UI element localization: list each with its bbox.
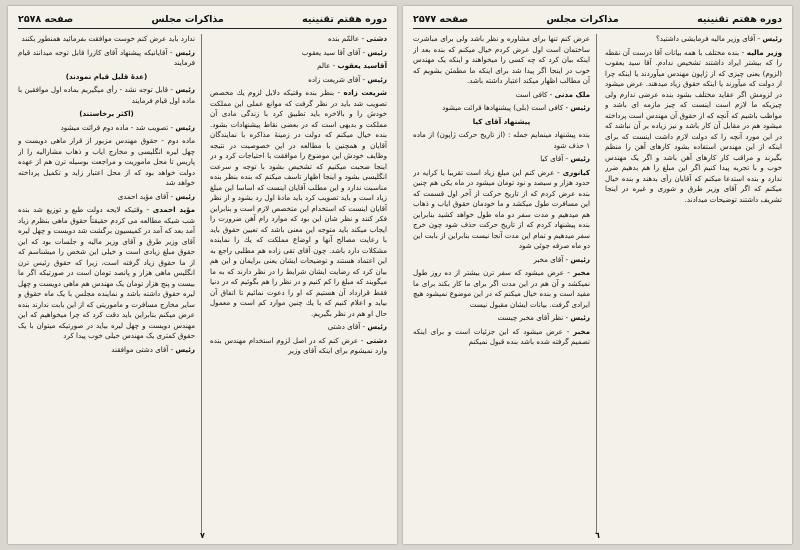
speech-text: - نظر آقای مخبر چیست [497,313,569,322]
speaker-name: رئیس [570,154,590,163]
speech-paragraph [210,48,387,59]
speech-text: (اکثر برخاستند) [79,109,134,118]
speaker-name: رئیس [175,47,195,57]
speech-text: - آقای مخبر [533,254,569,264]
column-left [413,34,597,534]
header-session: دوره هفتم تقنينيه [697,14,782,25]
speech-paragraph [18,136,195,189]
speech-text: - وقتیکه لایحه دولت طبع و توزیع شد بنده شب شیکه مطالعه می کردم حقیقتاً حقوق ماهی بنظرم زیاد آمد بعد که آمد در کمیسیون برگشت شد دویست و چهل لیره آقای وزیر طرق و آقای وزیر مالیه و جلسات بود که این حقوق مبلغ زیادی است و خیلی این شخص را میشناسم که از ما حقوق زیاد گرفته است، زیرا که حقوق رئیس ترن انگلیس ماهی هزار و پانصد تومان است در صورتیکه اگر ما بیست و پنج هزار تومان یک مهندس هم ماهی دویست و چهل لیره حقوق داشته باشد و نماینده مجلس با یک ماه حقوق و سایر مخارج مسافرت و ماموریتی که از این بابت ندارند بنده عرض میکنم بنابراین باید دقت کرد که چرا میخواهیم که این مهندس دویست و چهل لیره بیاید در صورتیکه میتوان با یک حقوق کمتری یک مهندس خیلی خوب پیدا کرد [18,205,195,340]
speaker-name: رئیس [367,47,387,57]
speech-paragraph [210,88,387,319]
speech-paragraph [18,34,195,45]
speech-paragraph [413,34,590,87]
column-left [18,34,202,534]
page-footer-number: ٧ [200,531,205,540]
speech-paragraph [18,123,195,134]
speaker-name: رئیس [175,85,196,94]
speaker-name: رئیس [570,103,590,112]
speech-text: - تصویب شد - ماده دوم قرائت میشود [60,122,174,132]
right-page [403,6,792,544]
speaker-name: رئیس [175,122,195,132]
speech-paragraph [18,345,195,356]
speaker-name: رئیس [175,191,195,201]
speech-paragraph [605,48,782,206]
speech-text: - بنظر بنده وقتیکه دلایل لزوم یك مخصص تصویب شد باید در نظر گرفت که موانع عملی این مملکت خودش را و بالاخره باید تطبیق کرد با زندگی مادی آن مملکت و بدیهی است که در بعضی نقاط پیشنهادات بشود. بنده خیال میکنم که دولت در زمینهٔ مذاکره با نمایندگان آقایان و همچنین با مطالعه در این خصوصیت در نتیجه وظایف خودش این موضوع را موافقت با احتیاجات کرد و در اینجا صحبت میکنیم که تشخیص بشود با توجه و سرعت انگلیسی بشود و اینجا اظهار تاسف میکنم که بنده بنظر بنده مناسبت ندارد و این مطلب آقایان اینست که اساسا این مبلغ زیاد است و باید تصویب کرد باید مادهٔ اول رد بشود و از نظر آقایان اینست که استخدام این متخصص لازم است و بنابراین فکر کنند و نظر شان این بود که موارد رام آهن ضرورت را ایجاب میکند باید متوجه این معنی باشد که تعیین حقوق باید با رعایت مصالح آنها و اوضاع مملکت که یك را نماینده مشکلات دارد باشد. چون آقای تقی زاده هم مطلبی راجع به این اعتماد هستند و توضیحات ایشان یعنی برایمان و این هم بیان کرد که رضایت ایشان شرایط را در نظر دارند که به ما میگویند که مبلغ را کم کنیم و در نظر را هم بگوئیم که در دنیا فقط قرارداد آن هستیم که او را دعوت نمائیم تا اتفاق آن بیاید و اعلام کنیم که با یك چنین موارد کم است و معمول حال او هم در نظر بگیریم. [210,88,387,318]
speech-text: پیشنهاد آقای کیا [472,116,531,126]
header-title: مذاكرات مجلس [546,14,619,25]
speech-text: - آقای وزیر مالیه فرمایشی داشتید؟ [656,34,761,43]
speech-text: - آقای دشتی [327,322,366,331]
page-header [18,14,387,29]
speech-paragraph [413,90,590,101]
page-footer-number: ٦ [595,531,600,540]
header-title: مذاكرات مجلس [151,14,224,25]
speaker-name: دشتی [366,34,387,43]
speech-paragraph [18,205,195,342]
centered-note [18,72,195,83]
speech-paragraph [413,327,590,348]
speech-text: - عالم [317,61,336,70]
column-right [605,34,782,534]
speech-text: - بنده مختلف با همه بیانات آقا درست آن نقطه را که بیشتر ایراد داشتند تشخیص ندادم. آقا سید یعقوب (لزوم) یعنی چیزی که از ژاپون مهندس میآوردند یا اینکه چرا از دولت که میآورند یا اینکه حقوق زیاد میدهند. عرض میشود در لزومش اگر عقاید مختلف بشود بنده عرضی ندارم ولی چیزیکه ما لازم است اینست که چیز مازمه ای باشد و مواظب باشیم که آنچه که از حقوق آن مهندس است پرداخته میشود هم در مقابل آن کار باشد و نیز زیاده بر آن نباشد که در این مورد آنچه را که دولت لازم داشت اینست که برای اینکه از این مهندس استفاده بشود کارهای آهن را منظم بگیرند و مراقب کار کارهای آهن باشد و اگر یک مهندس خوب و با تجربه پیدا کنیم اگر این مبلغ را هم بدهیم ضرر ندارد و بنده استدعا میکنم که آقایان رأی بدهند و بنده خیال میکنم که اگر آقای وزیر طرق و شوری و غیره در اینجا تشریف داشتند توضیحات میدادند. [605,47,782,204]
speech-text: - آقای مؤید احمدی [117,191,174,201]
speech-paragraph [18,85,195,106]
speech-text: - آقای دشتی موافقند [111,344,174,354]
speaker-name: کیانوری [562,167,590,177]
speech-text: عرض کنم تنها برای مشاوره و نظر باشد ولی برای مباشرت ساختمان است اول عرض کردم خیال میکنم که بنده بعد از اینکه بیان کرد که چه کسی را میخواهند و اینکه یک مهندس خوب در اینجا اگر پیدا شد برای اینکه ما مطمئن بشویم که آن مطالب اظهار میکند اعتبار داشته باشد. [413,34,590,85]
speech-text: (عدۀ قلیل قیام نمودند) [65,71,148,81]
speaker-name: دشتی [366,335,387,345]
speech-text: - آقای کیا [540,154,569,163]
speaker-name: آقاسید یعقوب [337,61,387,70]
speech-paragraph [210,34,387,45]
speaker-name: رئیس [367,74,387,84]
speech-text: - آقای شریعت زاده [308,74,366,84]
speech-text: - عرض میشود که سفر ترن بیشتر از ده روز طول نمیکشد و آن هم در این مدت اگر برای ما کار بکند برای ما مفید است و بنده خیال میکنم که در این موضوع نمیشود هیچ ایرادی گرفت. بیانات ایشان مقبول نیست [413,268,590,309]
speaker-name: رئیس [367,322,387,331]
speech-paragraph [605,34,782,45]
speaker-name: مؤید احمدی [152,205,195,214]
speech-paragraph [18,192,195,203]
speech-paragraph [413,154,590,165]
speaker-name: شریعت زاده [343,88,387,97]
speech-text: - آقای آقا سید یعقوب [301,47,366,57]
speaker-name: وزیر مالیه [746,47,782,57]
column-right [210,34,387,534]
speech-text: - عالمّم بنده [328,34,365,43]
speech-text: بنده پیشنهاد مینمایم جمله : (از تاریخ حرکت ژاپون) از ماده ۱ حذف شود [413,130,590,150]
centered-note [18,109,195,120]
speech-text: - عرض میشود که این جزئیات است و برای اینکه تصمیم گرفته شده باشد بنده قبول نمیکنم [413,326,590,346]
speech-paragraph [210,61,387,72]
header-page-number: صفحه ۲۵۷۷ [413,14,469,25]
speech-paragraph [210,322,387,333]
speaker-name: رئیس [570,254,590,264]
speech-text: - قابل توجه نشد - رأی میگیریم بماده اول موافقین با ماده اول قیام فرمایند [18,85,195,105]
speech-text: ماده دوم - حقوق مهندس مزبور از قرار ماهی دویست و چهل لیره انگلیسی و مخارج ایاب و ذهاب مشارالیه را از پاریس تا محل ماموریت و مراجعت بوسیله ترن هم از عهده دولت خواهد بود که از محل اعتبار زاید و تکمیل پرداخته خواهد شد [18,136,195,187]
speaker-name: مخبر [573,268,590,277]
speech-paragraph [413,103,590,114]
speech-paragraph [18,48,195,69]
speech-text: - کافی است [515,89,553,99]
speech-paragraph [413,130,590,151]
speech-text: - کافی است (بلی) پیشنهادها قرائت میشود [442,103,569,112]
speech-text: - آقایانیکه پیشنهاد آقای کازرا قابل توجه میدانند قیام فرمایند [18,47,195,67]
speech-text: ندارد باید عرض کنم خوست موافقت بفرمائید همنطور بکنند [21,34,195,43]
speech-paragraph [210,336,387,357]
page-header [413,14,782,29]
header-session: دوره هفتم تقنينيه [302,14,387,25]
speech-paragraph [413,268,590,310]
centered-note [413,117,590,128]
speaker-name: رئیس [762,34,782,43]
speaker-name: ملک مدنی [554,89,590,99]
speaker-name: رئیس [175,344,195,354]
speech-text: - عرض کنم که در اصل لزوم استخدام مهندس بنده وارد نمیشوم برای اینکه آقای وزیر [210,335,387,355]
speech-paragraph [210,75,387,86]
speech-paragraph [413,313,590,324]
speech-text: - عرض کنم این مبلغ زیاد است تقریبا یا کرایه در حدود هزار و سیصد و نود تومان میشود در ماه یکی هم چنین بنده عرض کردم که از تاریخ حرکت از آخر اول قسمت که این مسافرت طول میکشد و ما خودمان حقوق ایاب و ذهاب هم میدهیم و مدت سفر دو ماه طول خواهد کشید بنابراین بنده پیشنهاد کردم که از تاریخ حرکت حذف شود چون خرج سفر میدهیم و تمام این مدت آنجا نیست بنابراین از بابت این دو ماه صرفه جوئی شود [413,167,590,250]
speaker-name: رئیس [570,313,590,322]
left-page [8,6,397,544]
speech-paragraph [413,255,590,266]
speech-paragraph [413,168,590,252]
header-page-number: صفحه ۲۵۷۸ [18,14,74,25]
speaker-name: مخبر [573,326,590,336]
